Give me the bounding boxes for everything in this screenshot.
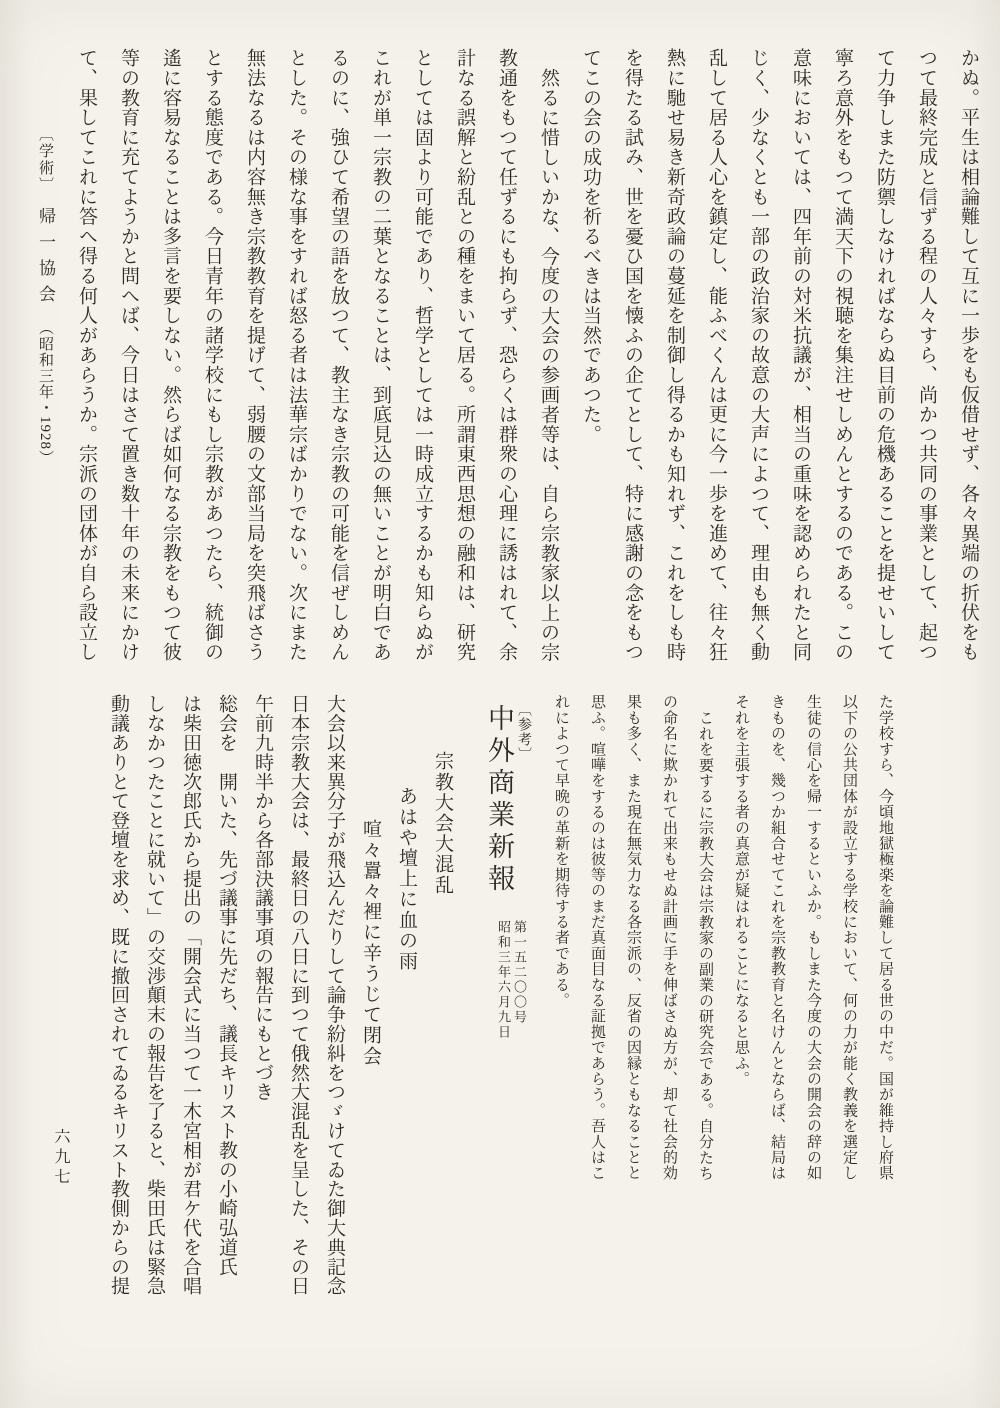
text-column: 動議ありとて登壇を求め、既に撤回されてゐるキリスト教側からの提: [108, 694, 129, 1296]
text-column: あはや壇上に血の雨: [396, 786, 417, 972]
text-column: 生徒の信心を帰一するといふか。もしまた今度の大会の開会の辞の如: [805, 694, 821, 1181]
reference-heading: [468, 694, 532, 1320]
text-column: 以下の公共団体が設立する学校において、何の力が能く教義を選定し: [841, 694, 857, 1181]
page-number: 六九七: [52, 1128, 69, 1188]
text-column: るのに、強ひて希望の語を放つて、教主なき宗教の可能を信ぜしめん: [328, 48, 349, 662]
text-column: 教通をもつて任ずるにも拘らず、恐らくは群衆の心理に誘はれて、余: [496, 48, 517, 662]
text-column: 総会を 開いた、先づ議事に先だち、議長キリスト教の小崎弘道氏: [216, 694, 237, 1276]
text-column: つて最終完成と信ずる程の人々すら、尚かつ共同の事業として、起つ: [916, 48, 937, 662]
newspaper-issue-number: 第一五二〇〇号: [512, 920, 527, 1025]
text-column: 日本宗教大会は、最終日の八日に到つて俄然大混乱を呈した、その日: [288, 694, 309, 1296]
text-column: とする態度である。今日青年の諸学校にもし宗教があつたら、統御の: [202, 48, 223, 662]
text-column: それを主張する者の真意が疑はれることになると思ふ。: [733, 694, 749, 1087]
text-column: 乱して居る人心を鎮定し、能ふべくんは更に今一歩を進めて、往々狂: [706, 48, 727, 662]
text-column: て力争しまた防禦しなければならぬ目前の危機あることを提せいして: [874, 48, 895, 662]
citation-source-name: 帰一協会: [36, 207, 55, 311]
text-column: 思ふ。喧嘩をするのは彼等のまだ真面目なる証拠であらう。吾人はこ: [589, 694, 605, 1181]
citation-category-label: 〔学術〕: [37, 126, 53, 194]
text-column: は柴田徳次郎氏から提出の「開会式に当つて一木宮相が君ケ代を合唱: [180, 694, 201, 1296]
text-column: た学校すら、今頃地獄極楽を論難して居る世の中だ。国が維持し府県: [877, 694, 893, 1181]
text-column: 喧々囂々裡に辛うじて閉会: [360, 819, 381, 1067]
text-column: きものを、幾つか組合せてこれを宗教教育と名けんとならば、結局は: [769, 694, 785, 1181]
text-column: 宗教大会大混乱: [432, 751, 453, 896]
source-citation: [37, 48, 54, 674]
text-column: て、果してこれに答へ得る何人があらうか。宗派の団体が自ら設立し: [76, 48, 97, 662]
text-column: 無法なるは内容無き宗教教育を提げて、弱腰の文部当局を突飛ばさう: [244, 48, 265, 662]
reference-section-block: [92, 694, 892, 1320]
text-column: れによつて早晩の革新を期待する者である。: [553, 694, 569, 1008]
newspaper-issue-date: [494, 920, 526, 1040]
citation-year: （昭和三年・1928）: [37, 320, 53, 466]
text-column: 大会以来異分子が飛込んだりして論争紛糾をつゞけてゐた御大典記念: [324, 694, 345, 1296]
text-column: じく、少なくとも一部の政治家の故意の大声によつて、理由も無く動: [748, 48, 769, 662]
text-column: 遙に容易なることは多言を要しない。然らば如何なる宗教をもつて彼: [160, 48, 181, 662]
text-column: 寧ろ意外をもつて満天下の視聴を集注せしめんとするのである。この: [832, 48, 853, 662]
text-column: とした。その様な事をすれば怒る者は法華宗ばかりでない。次にまた: [286, 48, 307, 662]
newspaper-title: 中外商業新報: [484, 704, 514, 896]
text-column: としては固より可能であり、哲学としては一時成立するかも知らぬが: [412, 48, 433, 662]
text-column: 計なる誤解と紛乱との種をまいて居る。所謂東西思想の融和は、研究: [454, 48, 475, 662]
primary-excerpt-block: [37, 48, 978, 674]
text-column: これが単一宗教の二葉となることは、到底見込の無いことが明白であ: [370, 48, 391, 662]
text-column: を得たる試み、世を憂ひ国を懐ふの企てとして、特に感謝の念をもつ: [622, 48, 643, 662]
newspaper-date: 昭和三年六月九日: [496, 920, 511, 1040]
text-column: かぬ。平生は相論難して互に一歩をも仮借せず、各々異端の折伏をも: [958, 48, 979, 662]
text-column: 熱に馳せ易き新奇政論の蔓延を制御し得るかも知れず、これをしも時: [664, 48, 685, 662]
text-column: 意味においては、四年前の対米抗議が、相当の重味を認められたと同: [790, 48, 811, 662]
text-column: の命名に欺かれて出来もせぬ計画に手を伸ばさぬ方が、却て社会的効: [661, 694, 677, 1181]
text-column: これを要するに宗教大会は宗教家の副業の研究会である。自分たち: [697, 710, 713, 1181]
text-column: 等の教育に充てようかと問へば、今日はさて置き数十年の未来にかけ: [118, 48, 139, 662]
text-column: 午前九時半から各部決議事項の報告にもとづき: [252, 694, 273, 1102]
text-column: 果も多く、また現在無気力なる各宗派の、反省の因縁ともなることと: [625, 694, 641, 1181]
text-column: 然るに惜しいかな、今度の大会の参画者等は、自ら宗教家以上の宗: [538, 68, 559, 662]
reference-tag: 〔参考〕: [516, 702, 531, 762]
text-column: てこの会の成功を祈るべきは当然であつた。: [580, 48, 601, 444]
text-column: しなかつたことに就いて」の交渉顛末の報告を了ると、柴田氏は緊急: [144, 694, 165, 1296]
